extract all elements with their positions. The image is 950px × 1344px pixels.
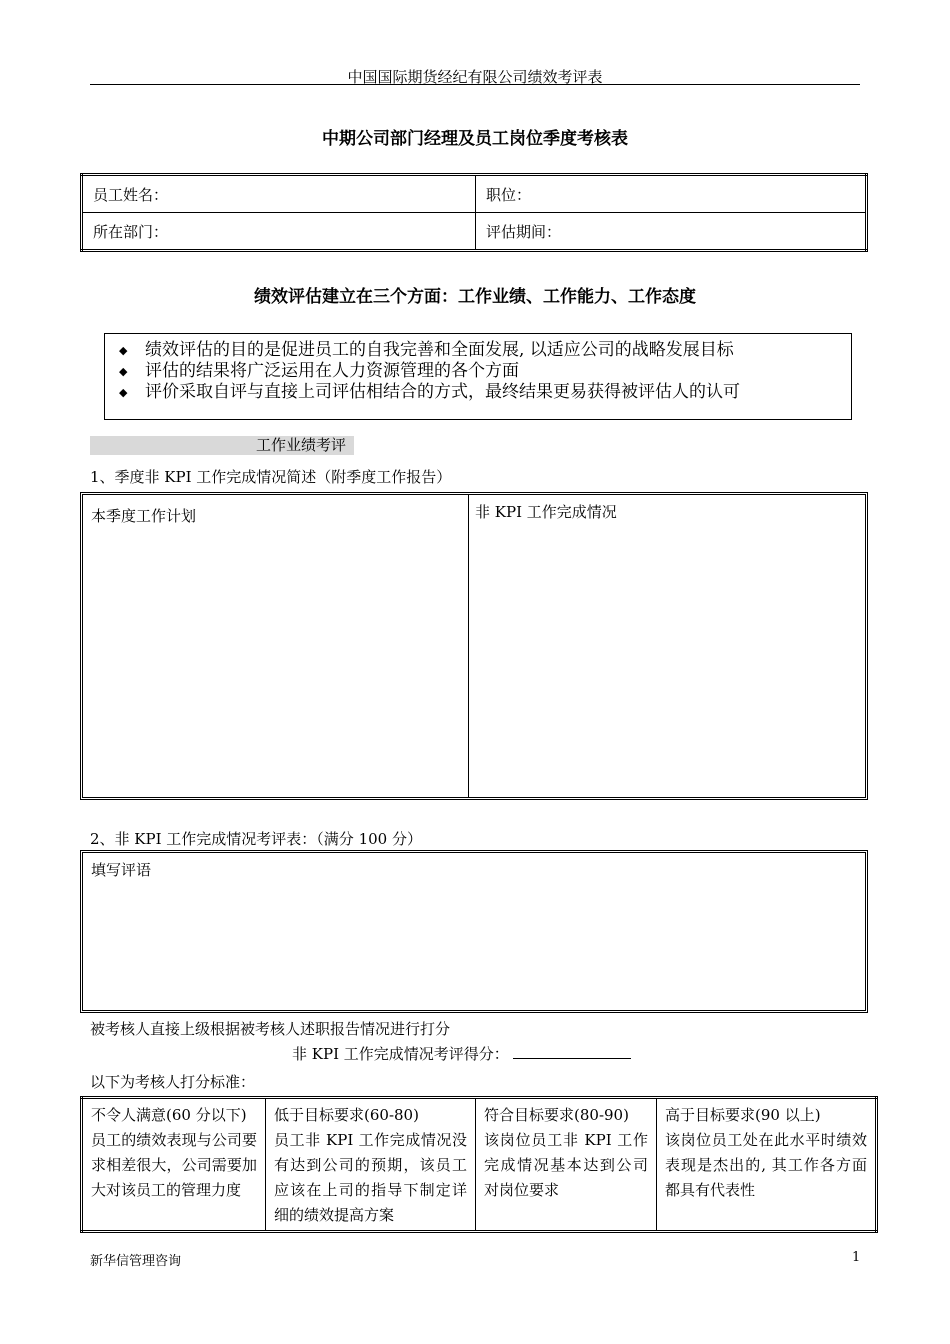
period-field[interactable]: 评估期间： bbox=[476, 213, 867, 251]
criteria-cell bbox=[476, 1098, 657, 1232]
criteria-desc: 员工的绩效表现与公司要求相差很大，公司需要加大对该员工的管理力度 bbox=[91, 1131, 257, 1199]
bullet-text: 评价采取自评与直接上司评估相结合的方式，最终结果更易获得被评估人的认可 bbox=[145, 382, 740, 402]
score-blank[interactable] bbox=[513, 1044, 631, 1059]
criteria-title: 低于目标要求(60-80) bbox=[274, 1106, 419, 1124]
employee-info-table bbox=[80, 173, 868, 252]
diamond-bullet-icon: ◆ bbox=[119, 344, 128, 357]
evaluation-subtitle: 绩效评估建立在三个方面：工作业绩、工作能力、工作态度 bbox=[254, 287, 696, 307]
bullet-item bbox=[119, 340, 851, 361]
criteria-title: 符合目标要求(80-90) bbox=[484, 1106, 629, 1124]
purpose-box bbox=[104, 333, 852, 420]
criteria-cell bbox=[657, 1098, 877, 1232]
non-kpi-completion-label: 非 KPI 工作完成情况 bbox=[475, 503, 617, 521]
quarter-plan-label: 本季度工作计划 bbox=[91, 507, 197, 525]
criteria-cell bbox=[266, 1098, 476, 1232]
bullet-text: 绩效评估的目的是促进员工的自我完善和全面发展, 以适应公司的战略发展目标 bbox=[145, 340, 734, 360]
bullet-item bbox=[119, 361, 851, 382]
criteria-title: 高于目标要求(90 以上) bbox=[665, 1106, 821, 1124]
criteria-desc: 该岗位员工处在此水平时绩效表现是杰出的, 其工作各方面都具有代表性 bbox=[665, 1131, 867, 1199]
bullet-text: 评估的结果将广泛运用在人力资源管理的各个方面 bbox=[145, 361, 519, 381]
criteria-table bbox=[80, 1096, 878, 1233]
box-divider bbox=[468, 495, 469, 797]
comment-box[interactable] bbox=[80, 850, 868, 1013]
criteria-desc: 该岗位员工非 KPI 工作完成情况基本达到公司对岗位要求 bbox=[484, 1131, 648, 1199]
page-header: 中国国际期货经纪有限公司绩效考评表 bbox=[347, 68, 603, 86]
name-field[interactable]: 员工姓名： bbox=[82, 175, 476, 213]
bullet-item bbox=[119, 382, 851, 403]
criteria-intro: 以下为考核人打分标准： bbox=[90, 1073, 256, 1091]
position-field[interactable]: 职位： bbox=[476, 175, 867, 213]
score-label: 非 KPI 工作完成情况考评得分： bbox=[292, 1045, 509, 1063]
section-title: 工作业绩考评 bbox=[256, 436, 347, 454]
work-plan-box bbox=[80, 492, 868, 800]
diamond-bullet-icon: ◆ bbox=[119, 386, 128, 399]
diamond-bullet-icon: ◆ bbox=[119, 365, 128, 378]
criteria-title: 不令人满意(60 分以下) bbox=[91, 1106, 247, 1124]
criteria-desc: 员工非 KPI 工作完成情况没有达到公司的预期，该员工应该在上司的指导下制定详细的绩效提高方案 bbox=[274, 1131, 467, 1224]
criteria-cell bbox=[82, 1098, 266, 1232]
page-number: 1 bbox=[852, 1250, 861, 1265]
item2-heading: 2、非 KPI 工作完成情况考评表：（满分 100 分） bbox=[90, 830, 422, 848]
footer-company: 新华信管理咨询 bbox=[90, 1254, 182, 1269]
item1-heading: 1、季度非 KPI 工作完成情况简述（附季度工作报告） bbox=[90, 468, 452, 486]
department-field[interactable]: 所在部门： bbox=[82, 213, 476, 251]
header-rule bbox=[90, 84, 860, 85]
score-row bbox=[292, 1043, 631, 1064]
form-title: 中期公司部门经理及员工岗位季度考核表 bbox=[322, 129, 628, 149]
scoring-note: 被考核人直接上级根据被考核人述职报告情况进行打分 bbox=[90, 1020, 451, 1038]
comment-label: 填写评语 bbox=[91, 861, 152, 879]
